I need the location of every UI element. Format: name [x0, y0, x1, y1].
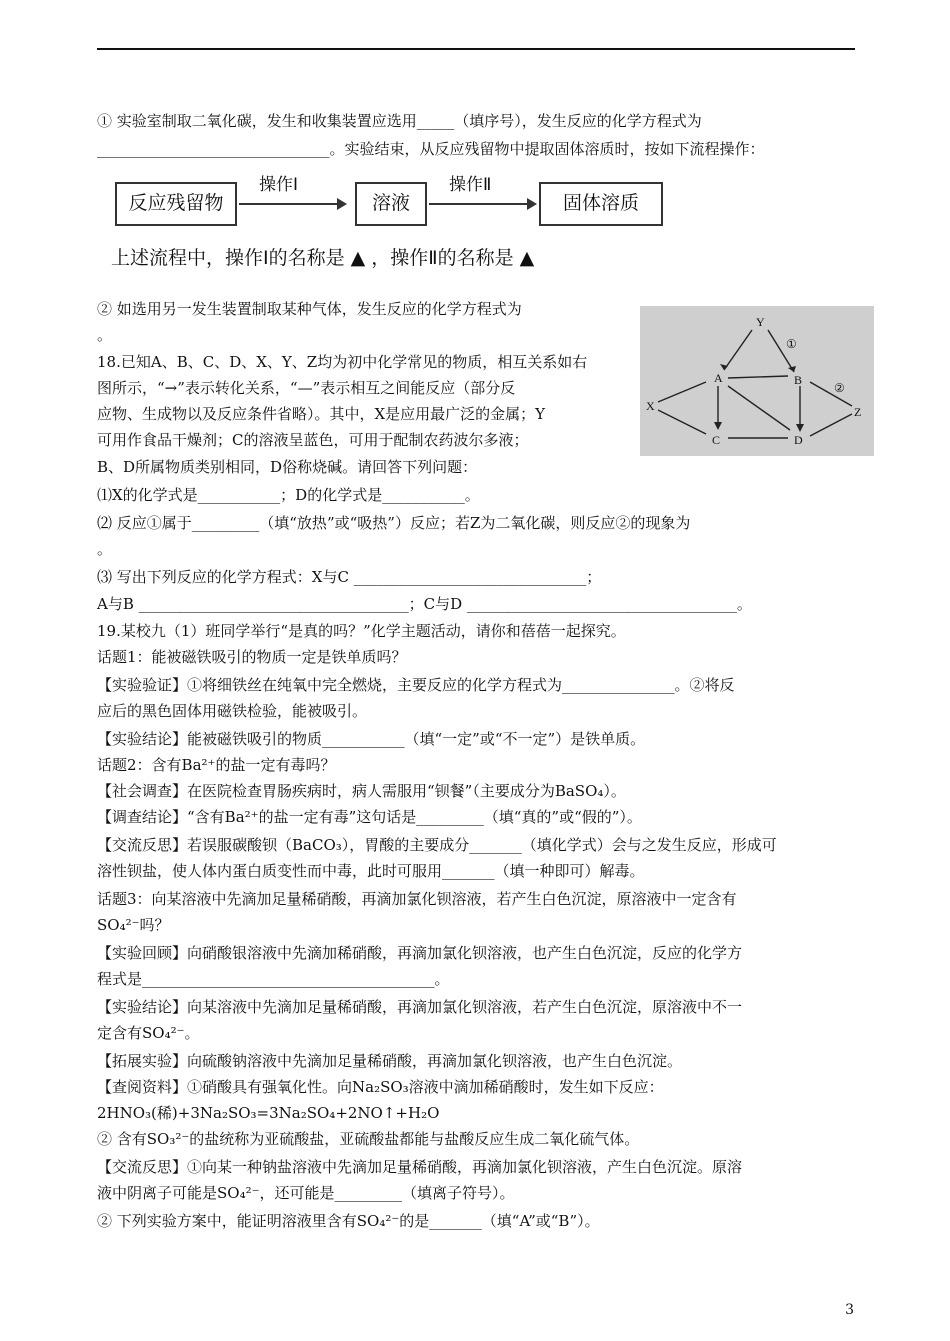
q18-sub3: ⑶ 写出下列反应的化学方程式：X与C _______________________________； [97, 568, 602, 586]
flow-box-solute: 固体溶质 [539, 182, 663, 226]
topic3-reference-2: ② 含有SO₃²⁻的盐统称为亚硫酸盐，亚硫酸盐都能与盐酸反应生成二氧化硫气体。 [97, 1130, 640, 1148]
q18-sub1: ⑴X的化学式是___________；D的化学式是___________。 [97, 486, 480, 504]
q18-line1: 18.已知A、B、C、D、X、Y、Z均为初中化学常见的物质，相互关系如右 [97, 353, 588, 371]
topic1-conclusion: 【实验结论】能被磁铁吸引的物质___________（填“一定”或“不一定”）是铁单质。 [97, 730, 646, 748]
q17-part1-line1: ① 实验室制取二氧化碳，发生和收集装置应选用_____（填序号），发生反应的化学方程式为 [97, 112, 702, 130]
flow-arrow-1 [239, 203, 345, 205]
flow-op2-label: 操作Ⅱ [449, 175, 492, 195]
flow-arrow-2 [429, 203, 535, 205]
topic3-conclusion-cont: 定含有SO₄²⁻。 [97, 1024, 200, 1042]
edge-a-d [728, 386, 790, 430]
q18-line3: 应物、生成物以及反应条件省略）。其中，X是应用最广泛的金属；Y [97, 405, 546, 423]
topic1-verify-cont: 应后的黑色固体用磁铁检验，能被吸引。 [97, 702, 368, 720]
q19-intro: 19.某校九（1）班同学举行“是真的吗？”化学主题活动，请你和蓓蓓一起探究。 [97, 622, 626, 640]
flow-op1-label: 操作Ⅰ [259, 175, 299, 195]
topic3-equation: 2HNO₃(稀)+3Na₂SO₃=3Na₂SO₄+2NO↑+H₂O [97, 1104, 440, 1122]
node-z: Z [854, 405, 862, 419]
topic2-survey: 【社会调查】在医院检查胃肠疾病时，病人需服用“钡餐”（主要成分为BaSO₄）。 [97, 782, 626, 800]
topic3-reflection: 【交流反思】①向某一种钠盐溶液中先滴加足量稀硝酸，再滴加氯化钡溶液，产生白色沉淀。原溶 [97, 1158, 743, 1176]
node-x: X [646, 399, 655, 413]
edge-x-a [658, 382, 706, 402]
topic3-review-cont: 程式是_______________________________________。 [97, 970, 450, 988]
topic2-conclusion: 【调查结论】“含有Ba²⁺的盐一定有毒”这句话是_________（填“真的”或“假的”）。 [97, 808, 642, 826]
topic3-extension: 【拓展实验】向硫酸钠溶液中先滴加足量稀硝酸，再滴加氯化钡溶液，也产生白色沉淀。 [97, 1052, 683, 1070]
q17-part2-line1: ② 如选用另一发生装置制取某种气体，发生反应的化学方程式为 [97, 300, 522, 318]
edge-b-z [810, 382, 852, 406]
topic3-review: 【实验回顾】向硝酸银溶液中先滴加稀硝酸，再滴加氯化钡溶液，也产生白色沉淀，反应的化学方 [97, 944, 743, 962]
page-number: 3 [845, 1302, 854, 1318]
edge-d-z [810, 414, 852, 436]
node-a: A [714, 371, 723, 385]
topic2-reflection-cont: 溶性钡盐，使人体内蛋白质变性而中毒，此时可服用_______（填一种即可）解毒。 [97, 862, 645, 880]
q18-sub2-cont: 。 [97, 540, 113, 558]
relationship-diagram-svg [640, 306, 874, 456]
header-rule [97, 48, 855, 50]
node-d: D [794, 433, 803, 447]
edge-a-b [728, 376, 788, 378]
q18-line5: B、D所属物质类别相同，D俗称烧碱。请回答下列问题： [97, 458, 478, 476]
arrowhead-a-c [714, 422, 722, 430]
node-y: Y [756, 315, 765, 329]
relationship-diagram [640, 306, 874, 456]
topic3-title: 话题3：向某溶液中先滴加足量稀硝酸，再滴加氯化钡溶液，若产生白色沉淀，原溶液中一定含有 [97, 890, 737, 908]
topic3-conclusion: 【实验结论】向某溶液中先滴加足量稀硝酸，再滴加氯化钡溶液，若产生白色沉淀，原溶液中不一 [97, 998, 743, 1016]
reaction-mark-2: ② [834, 381, 845, 395]
process-flowchart [97, 165, 677, 275]
edge-x-c [658, 410, 706, 434]
topic2-reflection: 【交流反思】若误服碳酸钡（BaCO₃），胃酸的主要成分_______（填化学式）会与之发生反应，形成可 [97, 836, 777, 854]
flow-box-solution: 溶液 [355, 182, 427, 226]
q18-line2: 图所示，“→”表示转化关系，“—”表示相互之间能反应（部分反 [97, 379, 516, 397]
q17-part2-line2: 。 [97, 326, 113, 344]
reaction-mark-1: ① [786, 337, 797, 351]
topic1-verify: 【实验验证】①将细铁丝在纯氧中完全燃烧，主要反应的化学方程式为_______________。②将反 [97, 676, 735, 694]
node-c: C [712, 433, 721, 447]
topic1-title: 话题1：能被磁铁吸引的物质一定是铁单质吗？ [97, 648, 407, 666]
arrowhead-b-d [796, 424, 804, 432]
q18-sub3-cont: A与B ____________________________________；C与D ____________________________________。 [97, 595, 752, 613]
topic3-reference: 【查阅资料】①硝酸具有强氧化性。向Na₂SO₃溶液中滴加稀硝酸时，发生如下反应： [97, 1078, 664, 1096]
q18-line4: 可用作食品干燥剂；C的溶液呈蓝色，可用于配制农药波尔多液； [97, 431, 529, 449]
q18-sub2: ⑵ 反应①属于_________（填“放热”或“吸热”）反应；若Z为二氧化碳，则反应②的现象为 [97, 514, 691, 532]
edge-y-a [724, 330, 752, 370]
topic3-title-cont: SO₄²⁻吗？ [97, 916, 170, 934]
q17-part1-line2: _______________________________。实验结束，从反应残留物中提取固体溶质时，按如下流程操作： [97, 140, 765, 158]
topic3-reflection-cont: 液中阴离子可能是SO₄²⁻，还可能是_________（填离子符号）。 [97, 1184, 515, 1202]
flow-caption: 上述流程中，操作Ⅰ的名称是 ▲ ，操作Ⅱ的名称是 ▲ [111, 247, 535, 269]
topic3-reflection-2: ② 下列实验方案中，能证明溶液里含有SO₄²⁻的是_______（填“A”或“B”）。 [97, 1212, 600, 1230]
flow-box-residue: 反应残留物 [115, 182, 237, 226]
topic2-title: 话题2：含有Ba²⁺的盐一定有毒吗？ [97, 756, 336, 774]
arrowhead-y-b [788, 366, 796, 372]
node-b: B [794, 373, 803, 387]
